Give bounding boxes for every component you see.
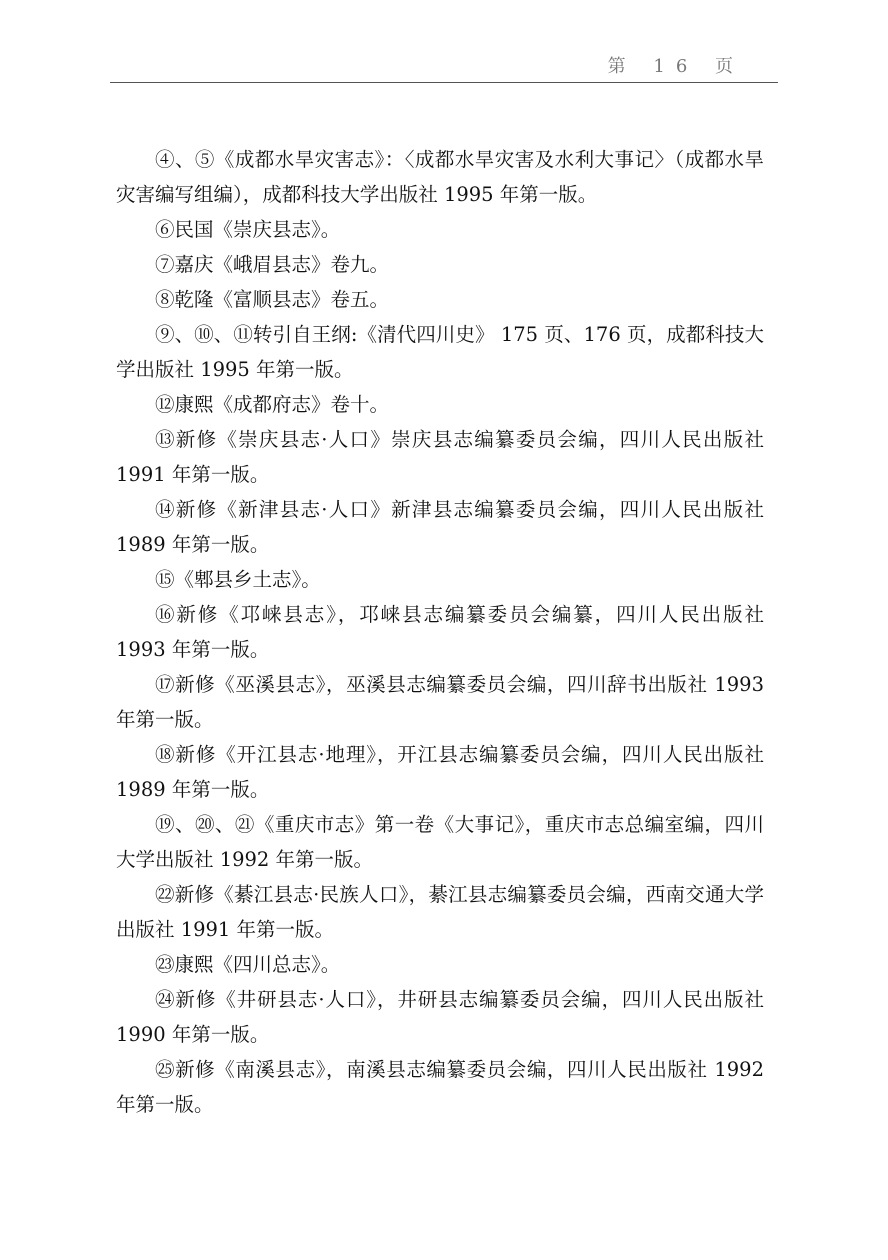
page-number: 第 16 页 [607,56,744,77]
footnote: ⑬新修《崇庆县志·人口》崇庆县志编纂委员会编，四川人民出版社 1991 年第一版。 [116,428,764,486]
footnote: ⑨、⑩、⑪转引自王纲:《清代四川史》 175 页、176 页，成都科技大学出版社 1995 年第一版。 [116,323,764,381]
footnote: ㉒新修《綦江县志·民族人口》，綦江县志编纂委员会编，西南交通大学出版社 1991 年第一版。 [116,883,764,941]
footnote: ⑫康熙《成都府志》卷十。 [155,393,390,416]
footnote: ⑰新修《巫溪县志》，巫溪县志编纂委员会编，四川辞书出版社 1993 年第一版。 [116,673,764,731]
footnote: ⑭新修《新津县志·人口》新津县志编纂委员会编，四川人民出版社 1989 年第一版。 [116,498,764,556]
footnote: ⑧乾隆《富顺县志》卷五。 [155,288,390,311]
footnote: ㉕新修《南溪县志》，南溪县志编纂委员会编，四川人民出版社 1992 年第一版。 [116,1058,764,1116]
footnote: ⑥民国《崇庆县志》。 [155,218,341,241]
footnote: ⑦嘉庆《峨眉县志》卷九。 [155,253,390,276]
footnote: ⑲、⑳、㉑《重庆市志》第一卷《大事记》，重庆市志总编室编，四川大学出版社 1992 年第一版。 [116,813,764,871]
footnote: ⑱新修《开江县志·地理》，开江县志编纂委员会编，四川人民出版社 1989 年第一版。 [116,743,764,801]
footnote: ㉓康熙《四川总志》。 [155,953,341,976]
footnote: ㉔新修《井研县志·人口》，井研县志编纂委员会编，四川人民出版社 1990 年第一版。 [116,988,764,1046]
footnote: ⑮《郫县乡土志》。 [155,568,321,591]
footnote: ⑯新修《邛崃县志》，邛崃县志编纂委员会编纂，四川人民出版社 1993 年第一版。 [116,603,764,661]
page-header [110,0,778,83]
footnote: ④、⑤《成都水旱灾害志》：〈成都水旱灾害及水利大事记〉（成都水旱灾害编写组编），成都科技大学出版社 1995 年第一版。 [116,148,764,206]
footnote-list [116,142,764,1122]
